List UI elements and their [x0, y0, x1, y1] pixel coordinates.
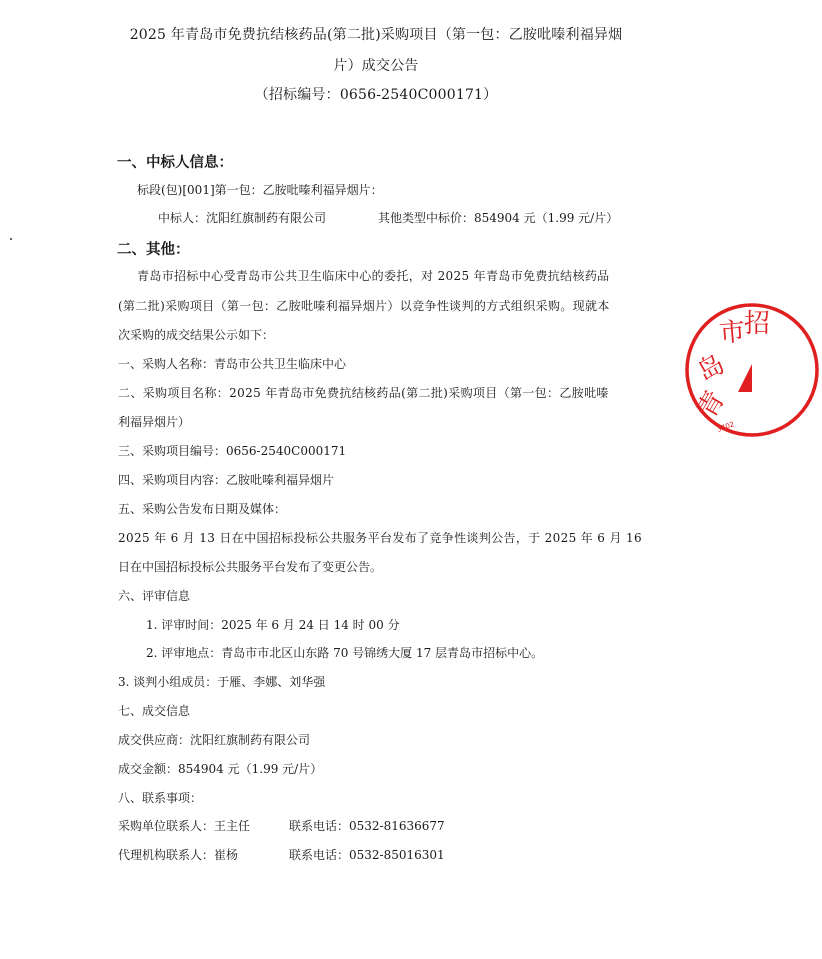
- official-seal: [682, 300, 822, 440]
- review-time: 1. 评审时间：2025 年 6 月 24 日 14 时 00 分: [146, 618, 400, 632]
- intro-line-3: 次采购的成交结果公示如下：: [118, 328, 275, 342]
- title-line-2: 片）成交公告: [333, 58, 419, 74]
- winning-price: 其他类型中标价：854904 元（1.99 元/片）: [378, 211, 619, 225]
- announcement-media-heading: 五、采购公告发布日期及媒体：: [118, 502, 287, 516]
- contact-heading: 八、联系事项：: [118, 791, 203, 805]
- agency-phone: 联系电话：0532-85016301: [289, 848, 445, 862]
- seal-star: [738, 364, 752, 392]
- project-number: 三、采购项目编号：0656-2540C000171: [118, 444, 347, 458]
- agency-contact: 代理机构联系人：崔杨: [118, 848, 239, 862]
- announcement-media-line-1: 2025 年 6 月 13 日在中国招标投标公共服务平台发布了竞争性谈判公告，于 2025 年 6 月 16: [118, 531, 642, 545]
- tender-number: （招标编号：0656-2540C000171）: [254, 87, 498, 103]
- intro-line-1: 青岛市招标中心受青岛市公共卫生临床中心的委托，对 2025 年青岛市免费抗结核药品: [137, 269, 610, 283]
- seal-char-3: 市: [717, 316, 747, 349]
- project-name-line-2: 利福异烟片）: [118, 415, 191, 429]
- project-content: 四、采购项目内容：乙胺吡嗪利福异烟片: [118, 473, 335, 487]
- deal-supplier: 成交供应商：沈阳红旗制药有限公司: [118, 733, 311, 747]
- intro-line-2: (第二批)采购项目（第一包：乙胺吡嗪利福异烟片）以竞争性谈判的方式组织采购。现就本: [118, 299, 610, 313]
- section-heading-winner-info: 一、中标人信息：: [117, 155, 233, 171]
- seal-char-4: 招: [744, 309, 771, 339]
- review-info-heading: 六、评审信息: [118, 589, 191, 603]
- scan-speck: [10, 238, 12, 240]
- seal-char-2: 岛: [692, 349, 731, 389]
- deal-amount: 成交金额：854904 元（1.99 元/片）: [118, 762, 323, 776]
- deal-info-heading: 七、成交信息: [118, 704, 191, 718]
- lot-info: 标段(包)[001]第一包：乙胺吡嗪利福异烟片：: [137, 183, 383, 197]
- negotiation-panel: 3. 谈判小组成员：于雁、李娜、刘华强: [118, 675, 326, 689]
- winner-name: 中标人：沈阳红旗制药有限公司: [158, 211, 327, 225]
- section-heading-other: 二、其他：: [117, 242, 190, 258]
- review-location: 2. 评审地点：青岛市市北区山东路 70 号锦绣大厦 17 层青岛市招标中心。: [146, 646, 544, 660]
- seal-number: 3702: [715, 420, 736, 434]
- title-line-1: 2025 年青岛市免费抗结核药品(第二批)采购项目（第一包：乙胺吡嗪利福异烟: [129, 27, 623, 43]
- purchaser-name: 一、采购人名称：青岛市公共卫生临床中心: [118, 357, 347, 371]
- announcement-media-line-2: 日在中国招标投标公共服务平台发布了变更公告。: [118, 560, 383, 574]
- purchaser-phone: 联系电话：0532-81636677: [289, 819, 445, 833]
- seal-char-1: 青: [692, 385, 732, 424]
- purchaser-contact: 采购单位联系人：王主任: [118, 819, 251, 833]
- project-name-line-1: 二、采购项目名称：2025 年青岛市免费抗结核药品(第二批)采购项目（第一包：乙胺吡嗪: [118, 386, 609, 400]
